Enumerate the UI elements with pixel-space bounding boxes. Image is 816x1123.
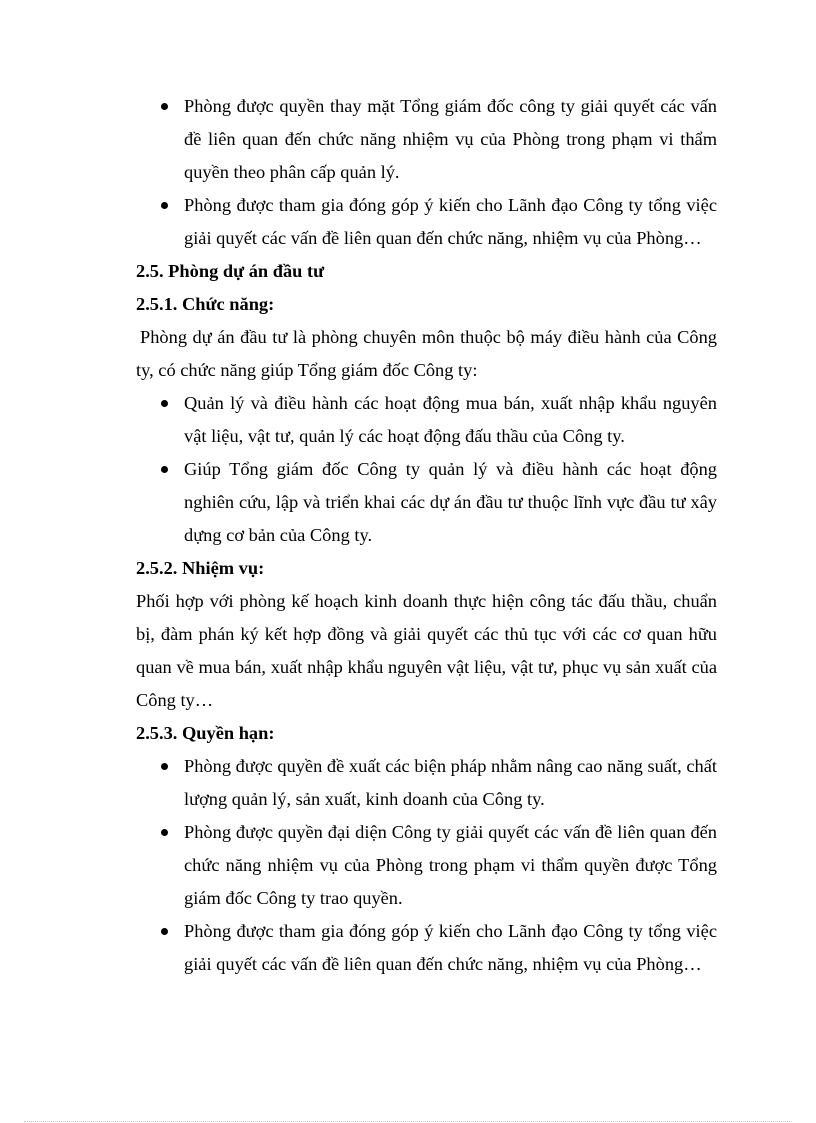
list-item — [136, 453, 717, 552]
page-content — [136, 90, 717, 981]
section-heading-2-5-3: 2.5.3. Quyền hạn: — [136, 723, 275, 743]
function-intro-paragraph: Phòng dự án đầu tư là phòng chuyên môn thuộc bộ máy điều hành của Công ty, có chức năng giúp Tổng giám đốc Công ty: — [136, 327, 717, 380]
list-item-text: Phòng được quyền đại diện Công ty giải quyết các vấn đề liên quan đến chức năng nhiệm vụ của Phòng trong phạm vi thẩm quyền được Tổng giám đốc Công ty trao quyền. — [184, 822, 717, 908]
duties-paragraph: Phối hợp với phòng kế hoạch kinh doanh thực hiện công tác đấu thầu, chuẩn bị, đàm phán ký kết hợp đồng và giải quyết các thủ tục với các cơ quan hữu quan về mua bán, xuất nhập khẩu nguyên vật liệu, vật tư, phục vụ sản xuất của Công ty… — [136, 591, 717, 710]
page-bottom-rule — [24, 1121, 792, 1122]
bullet-dot-icon — [161, 928, 168, 935]
bullet-list-authority-prev — [136, 90, 717, 255]
list-item-text: Phòng được quyền thay mặt Tổng giám đốc công ty giải quyết các vấn đề liên quan đến chức năng nhiệm vụ của Phòng trong phạm vi thẩm quyền theo phân cấp quản lý. — [184, 96, 717, 182]
bullet-dot-icon — [161, 202, 168, 209]
list-item — [136, 816, 717, 915]
bullet-list-authority — [136, 750, 717, 981]
bullet-dot-icon — [161, 400, 168, 407]
list-item-text: Giúp Tổng giám đốc Công ty quản lý và điều hành các hoạt động nghiên cứu, lập và triển khai các dự án đầu tư thuộc lĩnh vực đầu tư xây dựng cơ bản của Công ty. — [184, 459, 717, 545]
bullet-dot-icon — [161, 763, 168, 770]
bullet-dot-icon — [161, 466, 168, 473]
list-item — [136, 915, 717, 981]
list-item-text: Phòng được quyền đề xuất các biện pháp nhằm nâng cao năng suất, chất lượng quản lý, sản xuất, kinh doanh của Công ty. — [184, 756, 717, 809]
list-item — [136, 189, 717, 255]
section-heading-2-5-2: 2.5.2. Nhiệm vụ: — [136, 558, 265, 578]
bullet-dot-icon — [161, 103, 168, 110]
bullet-list-functions — [136, 387, 717, 552]
list-item-text: Phòng được tham gia đóng góp ý kiến cho Lãnh đạo Công ty tổng việc giải quyết các vấn đề liên quan đến chức năng, nhiệm vụ của Phòng… — [184, 195, 717, 248]
list-item — [136, 750, 717, 816]
list-item-text: Phòng được tham gia đóng góp ý kiến cho Lãnh đạo Công ty tổng việc giải quyết các vấn đề liên quan đến chức năng, nhiệm vụ của Phòng… — [184, 921, 717, 974]
list-item-text: Quản lý và điều hành các hoạt động mua bán, xuất nhập khẩu nguyên vật liệu, vật tư, quản lý các hoạt động đấu thầu của Công ty. — [184, 393, 717, 446]
section-heading-2-5: 2.5. Phòng dự án đầu tư — [136, 261, 325, 281]
list-item — [136, 90, 717, 189]
list-item — [136, 387, 717, 453]
bullet-dot-icon — [161, 829, 168, 836]
section-heading-2-5-1: 2.5.1. Chức năng: — [136, 294, 275, 314]
